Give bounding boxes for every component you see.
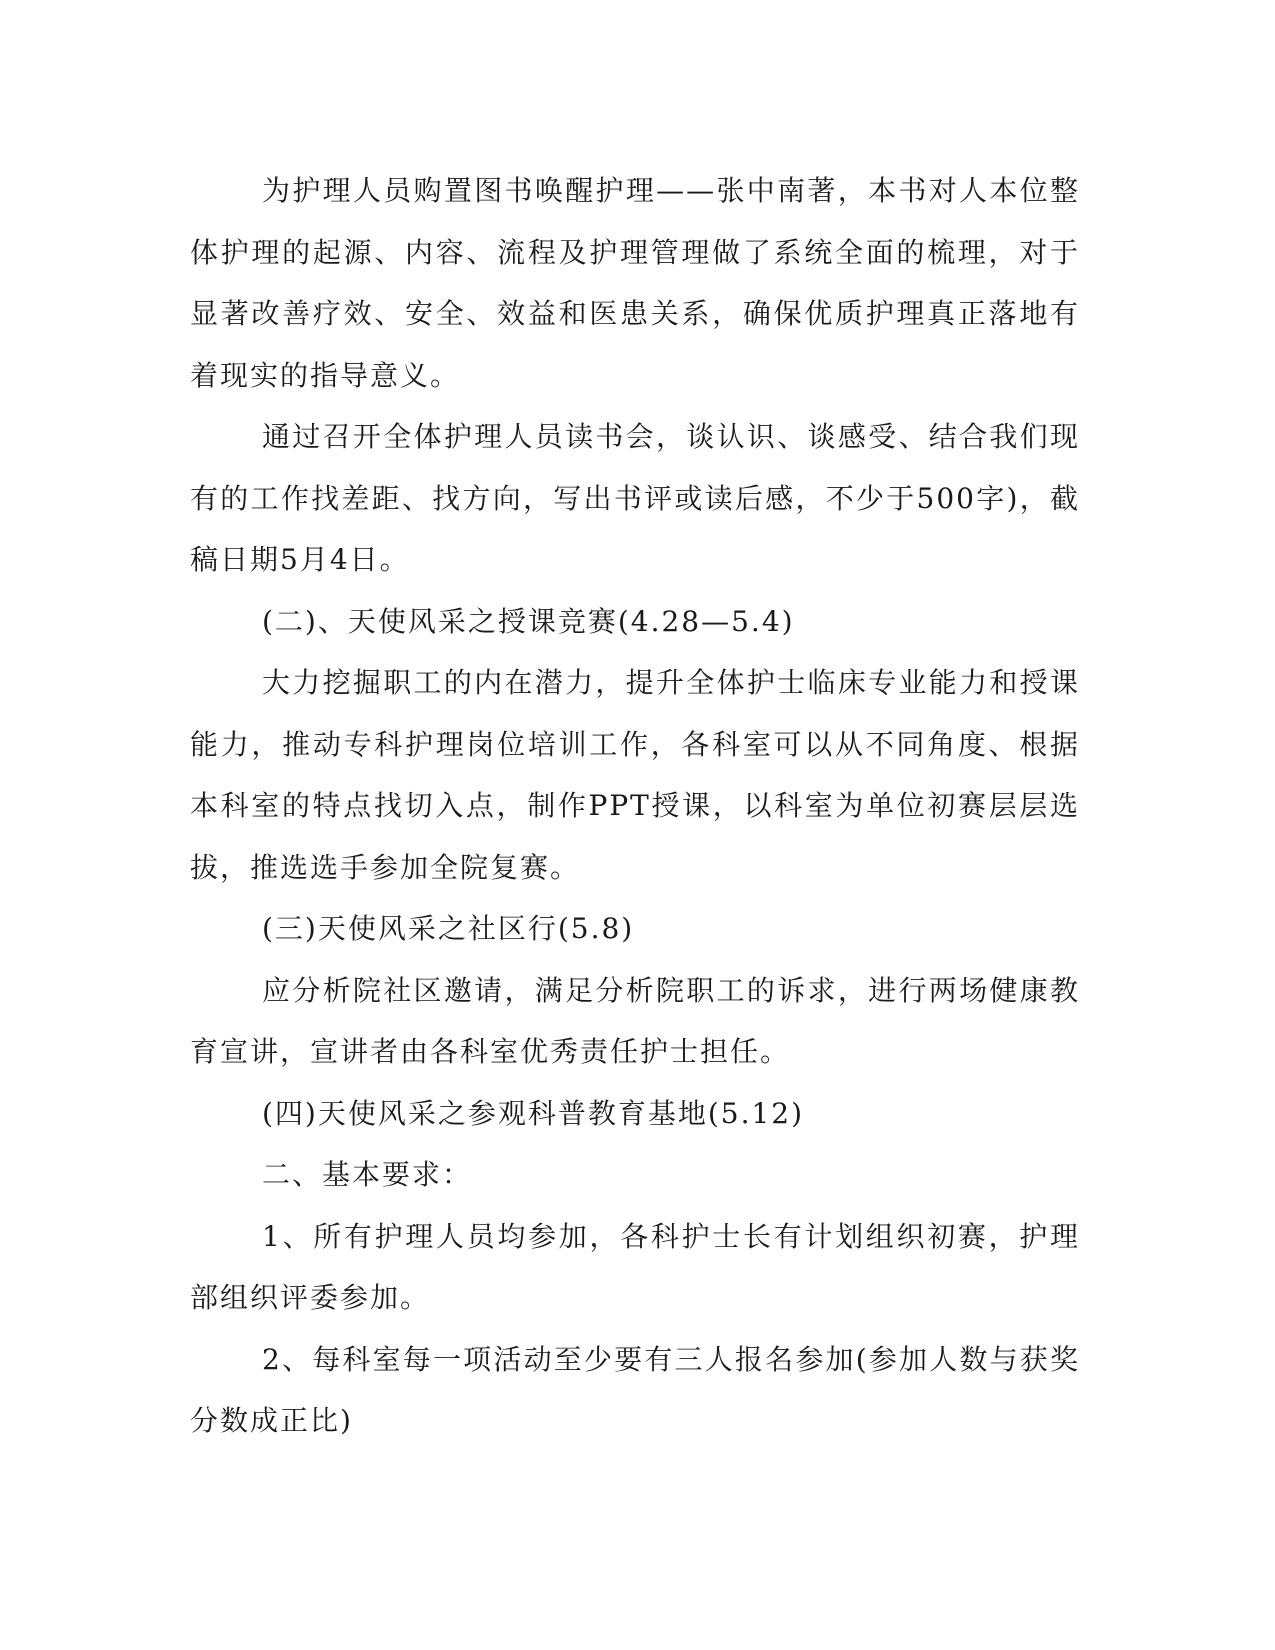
paragraph-book-purchase: 为护理人员购置图书唤醒护理——张中南著，本书对人本位整体护理的起源、内容、流程及护理管理做了系统全面的梳理，对于显著改善疗效、安全、效益和医患关系，确保优质护理真正落地有着现实的指导意义。	[190, 174, 1080, 392]
heading-basic-requirements: 二、基本要求：	[262, 1158, 473, 1191]
paragraph-teaching-contest: 大力挖掘职工的内在潜力，提升全体护士临床专业能力和授课能力，推动专科护理岗位培训工作，各科室可以从不同角度、根据本科室的特点找切入点，制作PPT授课，以科室为单位初赛层层选拔，推选选手参加全院复赛。	[190, 666, 1080, 884]
heading-teaching-contest: (二)、天使风采之授课竞赛(4.28—5.4)	[262, 604, 795, 638]
paragraph-community-visit: 应分析院社区邀请，满足分析院职工的诉求，进行两场健康教育宣讲，宣讲者由各科室优秀责任护士担任。	[190, 973, 1080, 1068]
requirement-item-1: 1、所有护理人员均参加，各科护士长有计划组织初赛，护理部组织评委参加。	[190, 1219, 1080, 1314]
heading-science-base-visit: (四)天使风采之参观科普教育基地(5.12)	[262, 1096, 805, 1130]
paragraph-reading-meeting: 通过召开全体护理人员读书会，谈认识、谈感受、结合我们现有的工作找差距、找方向，写出书评或读后感，不少于500字)，截稿日期5月4日。	[190, 420, 1080, 576]
document-body	[190, 160, 1080, 1452]
heading-community-visit: (三)天使风采之社区行(5.8)	[262, 912, 635, 945]
requirement-item-2: 2、每科室每一项活动至少要有三人报名参加(参加人数与获奖分数成正比)	[190, 1342, 1080, 1437]
